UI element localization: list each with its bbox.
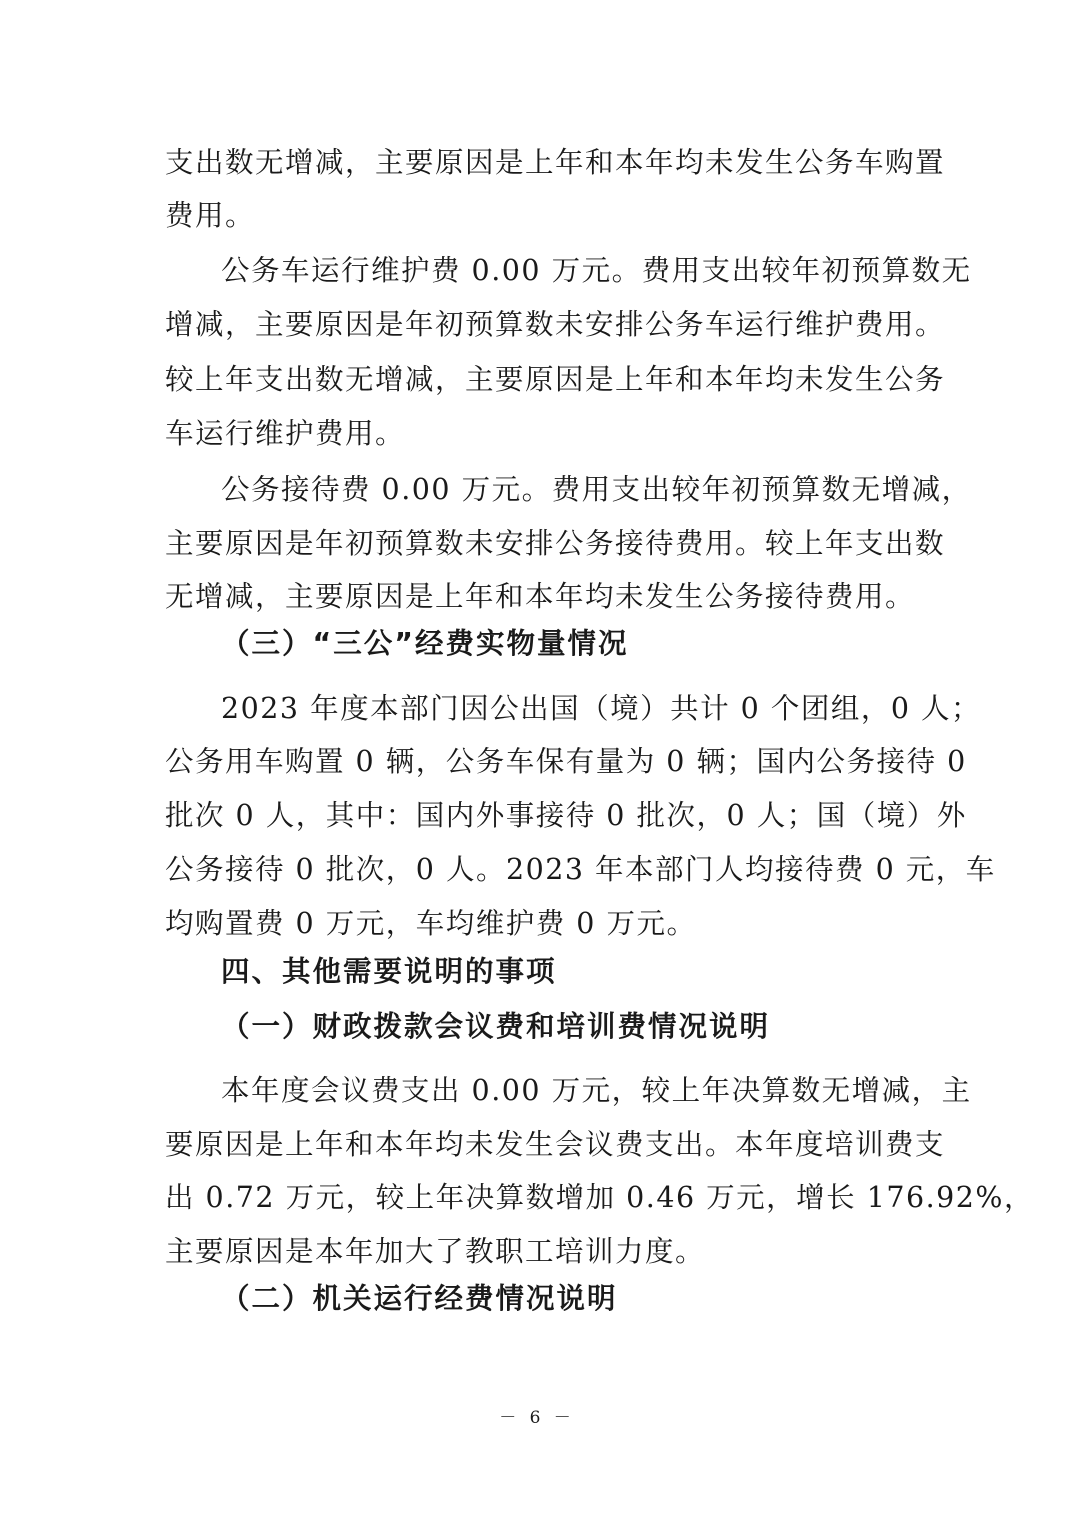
paragraph-line: 支出数无增减，主要原因是上年和本年均未发生公务车购置 [165, 146, 946, 179]
paragraph-line: 出 0.72 万元，较上年决算数增加 0.46 万元，增长 176.92%， [165, 1181, 1035, 1214]
paragraph-line: 2023 年度本部门因公出国（境）共计 0 个团组，0 人； [221, 692, 982, 725]
section-heading: （一）财政拨款会议费和培训费情况说明 [221, 1010, 771, 1043]
paragraph-line: 主要原因是本年加大了教职工培训力度。 [165, 1235, 706, 1268]
paragraph-line: 均购置费 0 万元，车均维护费 0 万元。 [165, 907, 697, 940]
paragraph-line: 公务接待费 0.00 万元。费用支出较年初预算数无增减， [221, 473, 972, 506]
paragraph-line: 公务用车购置 0 辆，公务车保有量为 0 辆；国内公务接待 0 [165, 745, 967, 778]
section-heading: （三）“三公”经费实物量情况 [221, 627, 629, 660]
paragraph-line: 批次 0 人，其中：国内外事接待 0 批次，0 人；国（境）外 [165, 799, 967, 832]
paragraph-line: 公务接待 0 批次，0 人。2023 年本部门人均接待费 0 元，车 [165, 853, 996, 886]
paragraph-line: 本年度会议费支出 0.00 万元，较上年决算数无增减，主 [221, 1074, 972, 1107]
chapter-heading: 四、其他需要说明的事项 [221, 955, 557, 988]
paragraph-line: 公务车运行维护费 0.00 万元。费用支出较年初预算数无 [221, 254, 972, 287]
paragraph-line: 费用。 [165, 199, 256, 232]
paragraph-line: 较上年支出数无增减，主要原因是上年和本年均未发生公务 [165, 363, 946, 396]
section-heading: （二）机关运行经费情况说明 [221, 1282, 618, 1315]
paragraph-line: 车运行维护费用。 [165, 417, 406, 450]
paragraph-line: 无增减，主要原因是上年和本年均未发生公务接待费用。 [165, 580, 916, 613]
page-number: － 6 － [499, 1408, 575, 1428]
paragraph-line: 主要原因是年初预算数未安排公务接待费用。较上年支出数 [165, 527, 946, 560]
paragraph-line: 要原因是上年和本年均未发生会议费支出。本年度培训费支 [165, 1128, 946, 1161]
paragraph-line: 增减，主要原因是年初预算数未安排公务车运行维护费用。 [165, 308, 946, 341]
